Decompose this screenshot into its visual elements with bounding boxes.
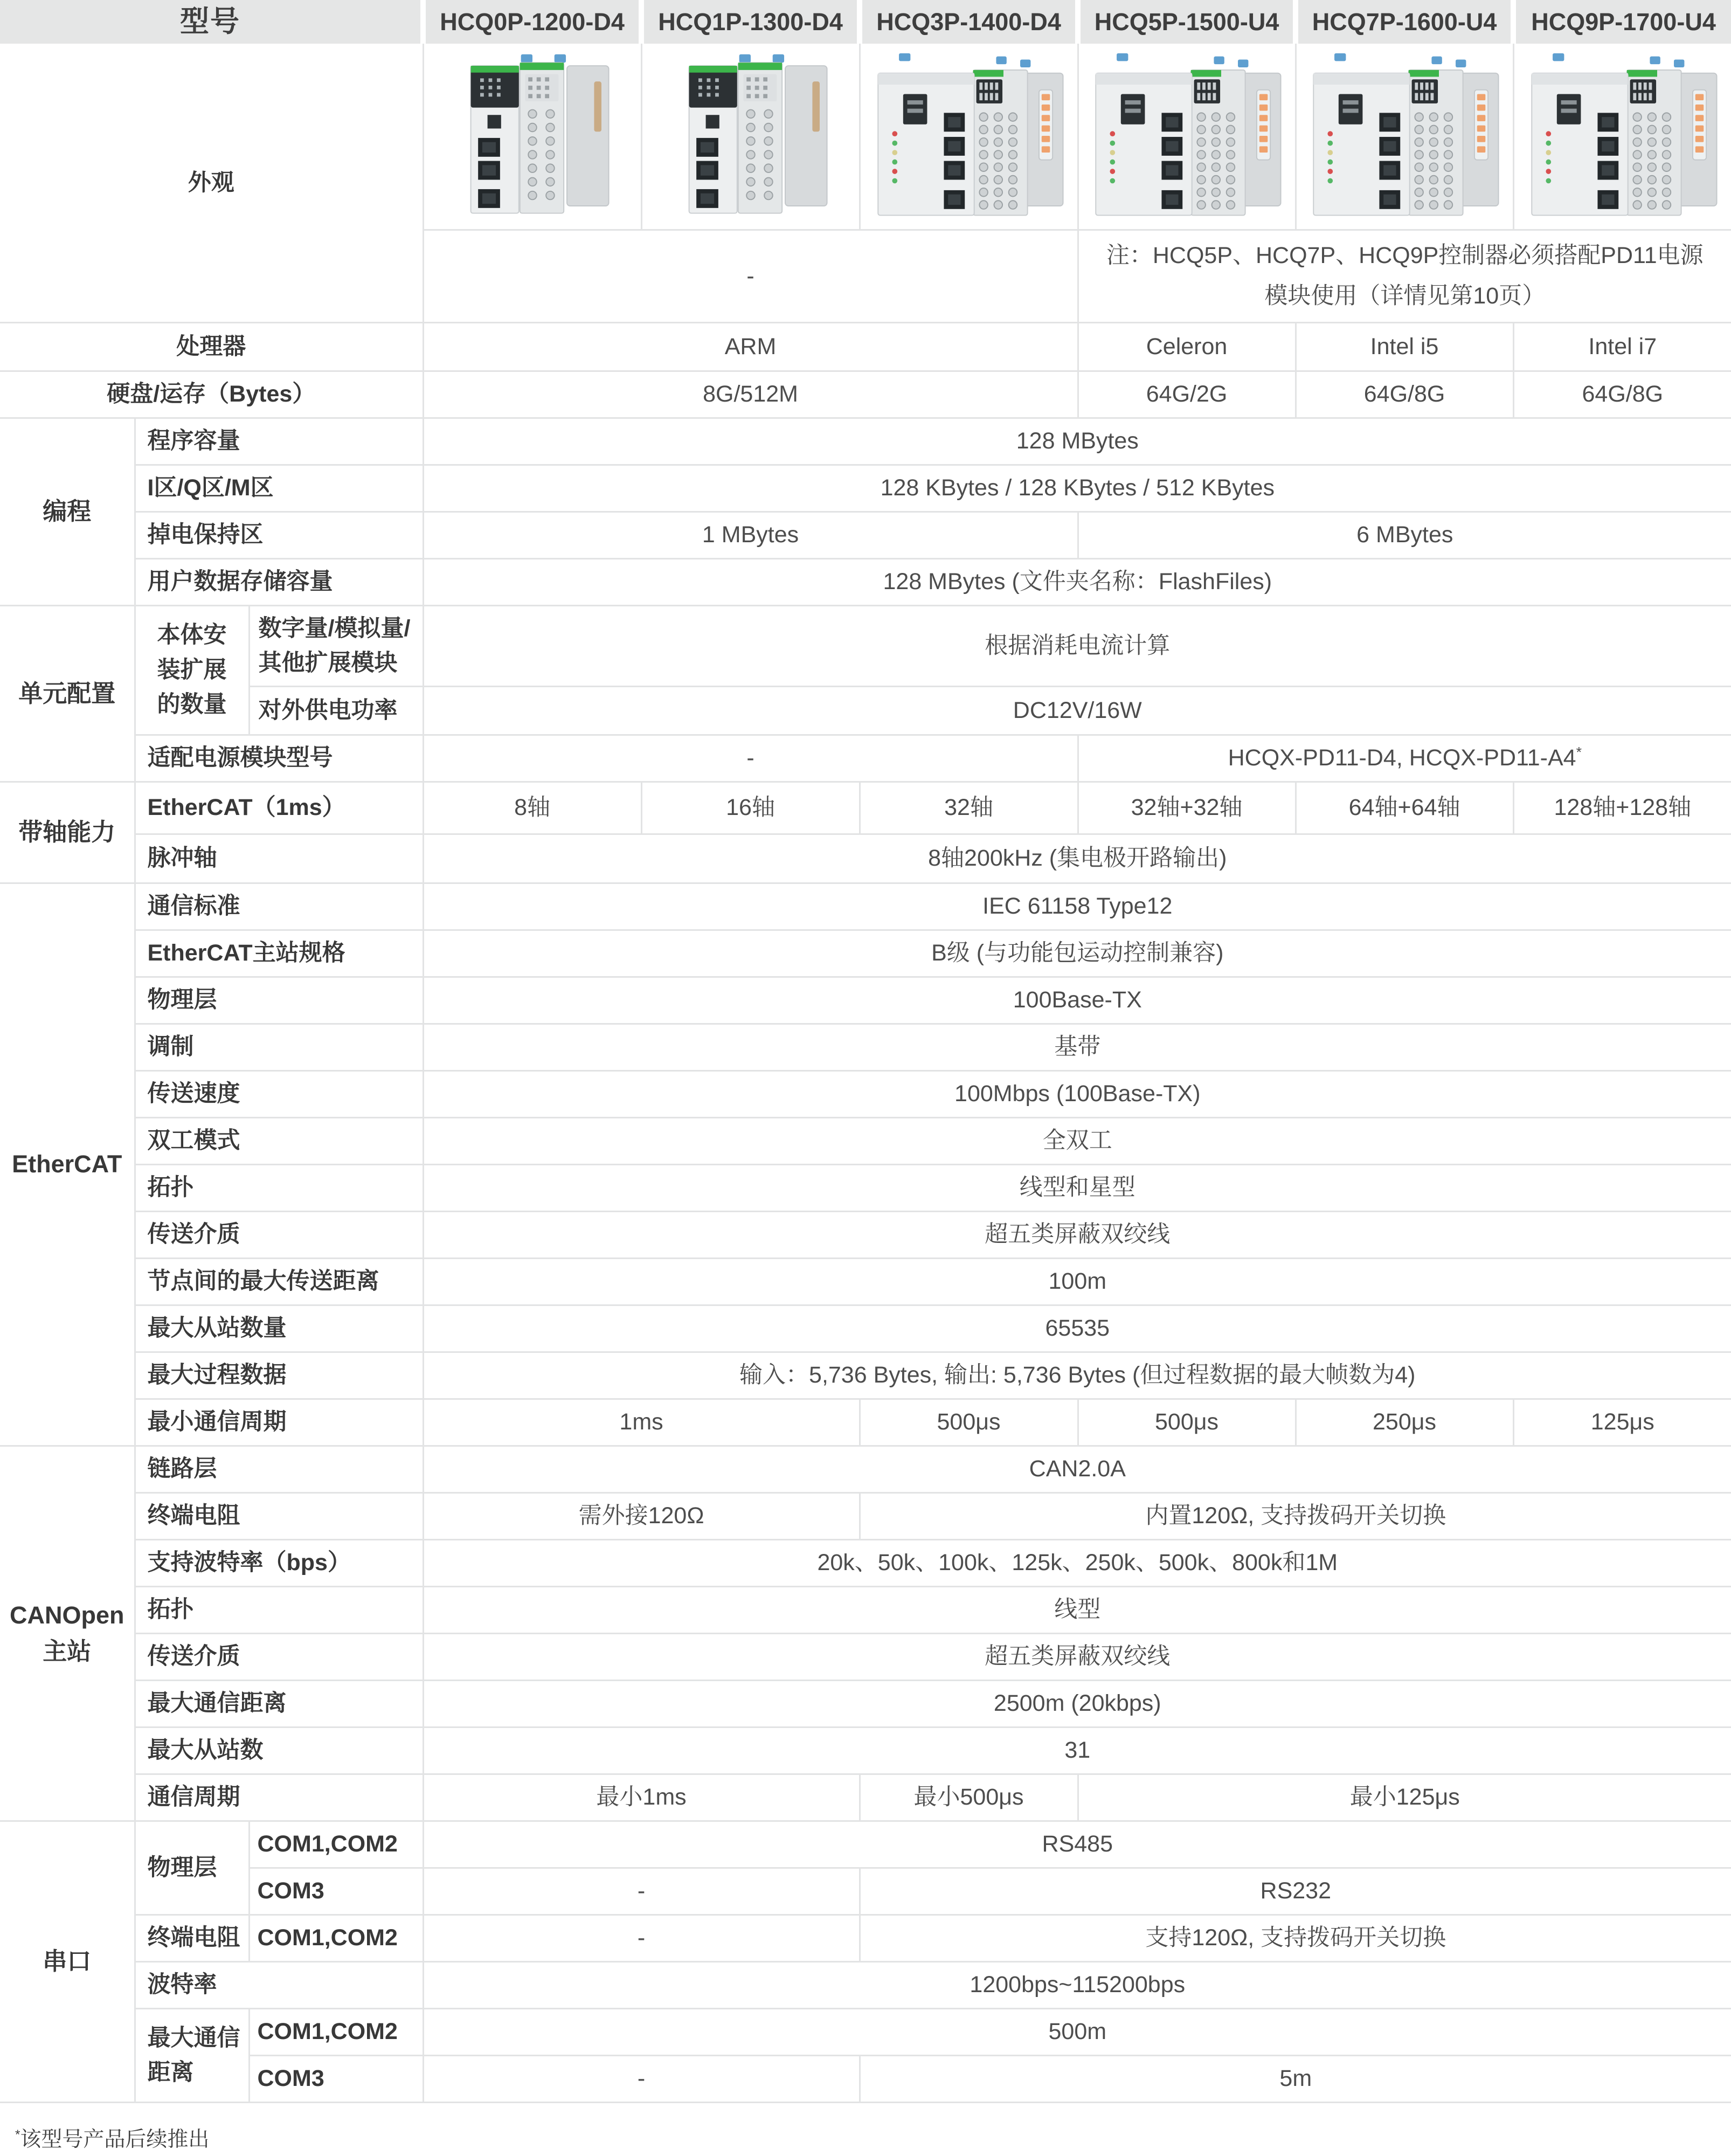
value-duplex-mode: 全双工 <box>423 1117 1731 1164</box>
value-memory-base: 8G/512M <box>423 371 1078 418</box>
value-master-spec: B级 (与功能包运动控制兼容) <box>423 930 1731 977</box>
value-cycle-hcq5p: 500μs <box>1078 1399 1296 1446</box>
value-transfer-speed: 100Mbps (100Base-TX) <box>423 1070 1731 1117</box>
value-axes-hcq7p: 64轴+64轴 <box>1296 782 1513 834</box>
serial-dist-com12-row <box>0 2008 1731 2055</box>
column-header-hcq0p: HCQ0P-1200-D4 <box>423 0 641 44</box>
value-node-max-distance: 100m <box>423 1258 1731 1305</box>
label-serial-dist-com12: COM1,COM2 <box>249 2008 423 2055</box>
value-digital-analog-modules: 根据消耗电流计算 <box>423 605 1731 686</box>
serial-phy-com12-row <box>0 1821 1731 1868</box>
psu-footnote-star: * <box>1576 744 1582 761</box>
value-processor-arm: ARM <box>423 322 1078 371</box>
value-serial-dist-500m: 500m <box>423 2008 1731 2055</box>
footnote-text: 该型号产品后续推出 <box>20 2127 210 2151</box>
prog-capacity-row <box>0 418 1731 465</box>
value-iqm-area: 128 KBytes / 128 KBytes / 512 KBytes <box>423 465 1731 512</box>
value-retain-d4: 1 MBytes <box>423 512 1078 558</box>
product-image-hcq7p <box>1296 44 1513 230</box>
label-canopen-topology: 拓扑 <box>135 1586 423 1633</box>
value-axes-hcq5p: 32轴+32轴 <box>1078 782 1296 834</box>
value-serial-dist-dash: - <box>423 2055 860 2102</box>
label-max-slaves: 最大从站数量 <box>135 1305 423 1352</box>
appearance-row <box>0 44 1731 230</box>
label-program-capacity: 程序容量 <box>135 418 423 465</box>
value-canopen-media: 超五类屏蔽双绞线 <box>423 1633 1731 1680</box>
value-terminator-builtin: 内置120Ω, 支持拨码开关切换 <box>860 1492 1731 1539</box>
appearance-note: 注：HCQ5P、HCQ7P、HCQ9P控制器必须搭配PD11电源模块使用（详情见第10页） <box>1078 230 1731 322</box>
processor-row <box>0 322 1731 371</box>
value-serial-rs232: RS232 <box>860 1868 1731 1915</box>
product-image-hcq9p <box>1513 44 1731 230</box>
ecat-row-10 <box>0 1352 1731 1399</box>
label-appearance: 外观 <box>0 44 423 322</box>
serial-term-row <box>0 1915 1731 1961</box>
ecat-row-6 <box>0 1164 1731 1211</box>
ecat-row-7 <box>0 1211 1731 1258</box>
unit-psu-row <box>0 735 1731 782</box>
ecat-row-5 <box>0 1117 1731 1164</box>
value-canopen-max-slaves: 31 <box>423 1727 1731 1774</box>
value-memory-hcq9p: 64G/8G <box>1513 371 1731 418</box>
ecat-row-4 <box>0 1070 1731 1117</box>
label-com1-com2: COM1,COM2 <box>249 1821 423 1868</box>
label-ecat-topology: 拓扑 <box>135 1164 423 1211</box>
value-axes-hcq1p: 16轴 <box>641 782 860 834</box>
value-cycle-hcq0p-hcq1p: 1ms <box>423 1399 860 1446</box>
value-processor-celeron: Celeron <box>1078 322 1296 371</box>
value-external-power: DC12V/16W <box>423 686 1731 735</box>
product-image-hcq0p <box>423 44 641 230</box>
value-axes-hcq3p: 32轴 <box>860 782 1078 834</box>
group-serial-port: 串口 <box>0 1821 135 2102</box>
label-canopen-terminator: 终端电阻 <box>135 1492 423 1539</box>
canopen-baud-row <box>0 1539 1731 1586</box>
value-serial-baud: 1200bps~115200bps <box>423 1961 1731 2008</box>
serial-baud-row <box>0 1961 1731 2008</box>
label-retain-area: 掉电保持区 <box>135 512 423 558</box>
group-programming: 编程 <box>0 418 135 605</box>
value-com3-dash: - <box>423 1868 860 1915</box>
unit-digital-row <box>0 605 1731 686</box>
label-psu-model: 适配电源模块型号 <box>135 735 423 782</box>
column-header-hcq1p: HCQ1P-1300-D4 <box>641 0 860 44</box>
label-iqm-area: I区/Q区/M区 <box>135 465 423 512</box>
label-canopen-media: 传送介质 <box>135 1633 423 1680</box>
label-canopen-max-slaves: 最大从站数 <box>135 1727 423 1774</box>
label-ecat-media: 传送介质 <box>135 1211 423 1258</box>
column-header-hcq7p: HCQ7P-1600-U4 <box>1296 0 1513 44</box>
value-cycle-hcq3p: 500μs <box>860 1399 1078 1446</box>
value-processor-i5: Intel i5 <box>1296 322 1513 371</box>
value-canopen-cycle-125us: 最小125μs <box>1078 1774 1731 1821</box>
product-image-hcq3p <box>860 44 1078 230</box>
value-serial-rs485: RS485 <box>423 1821 1731 1868</box>
label-comm-standard: 通信标准 <box>135 883 423 930</box>
group-canopen-master: CANOpen主站 <box>0 1446 135 1821</box>
group-unit-config: 单元配置 <box>0 605 135 782</box>
group-axis-capacity: 带轴能力 <box>0 782 135 883</box>
ecat-row-1 <box>0 930 1731 977</box>
footnote <box>15 2123 1731 2153</box>
label-max-process-data: 最大过程数据 <box>135 1352 423 1399</box>
value-terminator-external: 需外接120Ω <box>423 1492 860 1539</box>
memory-row <box>0 371 1731 418</box>
label-memory: 硬盘/运存（Bytes） <box>0 371 423 418</box>
label-external-power: 对外供电功率 <box>249 686 423 735</box>
value-canopen-cycle-500us: 最小500μs <box>860 1774 1078 1821</box>
footnote-star: * <box>15 2127 20 2142</box>
label-ecat-physical-layer: 物理层 <box>135 977 423 1024</box>
label-min-comm-cycle: 最小通信周期 <box>135 1399 423 1446</box>
unit-power-row <box>0 686 1731 735</box>
value-link-layer: CAN2.0A <box>423 1446 1731 1492</box>
label-digital-analog-modules: 数字量/模拟量/其他扩展模块 <box>249 605 423 686</box>
value-ecat-media: 超五类屏蔽双绞线 <box>423 1211 1731 1258</box>
value-appearance-dash: - <box>423 230 1078 322</box>
axis-pulse-row <box>0 834 1731 883</box>
value-program-capacity: 128 MBytes <box>423 418 1731 465</box>
value-pulse-axis: 8轴200kHz (集电极开路输出) <box>423 834 1731 883</box>
value-psu-models: HCQX-PD11-D4, HCQX-PD11-A4* <box>1078 735 1731 782</box>
canopen-cycle-row <box>0 1774 1731 1821</box>
column-header-hcq5p: HCQ5P-1500-U4 <box>1078 0 1296 44</box>
canopen-topology-row <box>0 1586 1731 1633</box>
product-image-hcq5p <box>1078 44 1296 230</box>
serial-dist-com3-row <box>0 2055 1731 2102</box>
label-canopen-max-distance: 最大通信距离 <box>135 1680 423 1727</box>
label-mount-expansion: 本体安装扩展的数量 <box>135 605 249 735</box>
value-memory-hcq7p: 64G/8G <box>1296 371 1513 418</box>
value-axes-hcq9p: 128轴+128轴 <box>1513 782 1731 834</box>
canopen-link-row <box>0 1446 1731 1492</box>
label-node-max-distance: 节点间的最大传送距离 <box>135 1258 423 1305</box>
label-serial-max-distance: 最大通信距离 <box>135 2008 249 2102</box>
column-header-hcq3p: HCQ3P-1400-D4 <box>860 0 1078 44</box>
product-image-hcq1p <box>641 44 860 230</box>
label-master-spec: EtherCAT主站规格 <box>135 930 423 977</box>
value-serial-dist-5m: 5m <box>860 2055 1731 2102</box>
value-psu-dash: - <box>423 735 1078 782</box>
prog-retain-row <box>0 512 1731 558</box>
label-pulse-axis: 脉冲轴 <box>135 834 423 883</box>
value-baud-rates: 20k、50k、100k、125k、250k、500k、800k和1M <box>423 1539 1731 1586</box>
value-canopen-max-distance: 2500m (20kbps) <box>423 1680 1731 1727</box>
label-ethercat-1ms: EtherCAT（1ms） <box>135 782 423 834</box>
label-baud-rates: 支持波特率（bps） <box>135 1539 423 1586</box>
value-cycle-hcq9p: 125μs <box>1513 1399 1731 1446</box>
label-canopen-cycle: 通信周期 <box>135 1774 423 1821</box>
value-max-slaves: 65535 <box>423 1305 1731 1352</box>
label-serial-baud: 波特率 <box>135 1961 423 2008</box>
label-transfer-speed: 传送速度 <box>135 1070 423 1117</box>
prog-user-row <box>0 558 1731 605</box>
ecat-row-8 <box>0 1258 1731 1305</box>
ecat-row-0 <box>0 883 1731 930</box>
label-processor: 处理器 <box>0 322 423 371</box>
value-canopen-cycle-1ms: 最小1ms <box>423 1774 860 1821</box>
value-serial-term-support: 支持120Ω, 支持拨码开关切换 <box>860 1915 1731 1961</box>
ecat-cycle-row <box>0 1399 1731 1446</box>
value-serial-term-dash: - <box>423 1915 860 1961</box>
ecat-row-2 <box>0 977 1731 1024</box>
value-modulation: 基带 <box>423 1024 1731 1070</box>
ecat-row-3 <box>0 1024 1731 1070</box>
column-header-model: 型号 <box>0 0 423 44</box>
header-row <box>0 0 1731 44</box>
canopen-distance-row <box>0 1680 1731 1727</box>
label-duplex-mode: 双工模式 <box>135 1117 423 1164</box>
value-processor-i7: Intel i7 <box>1513 322 1731 371</box>
value-user-storage: 128 MBytes (文件夹名称：FlashFiles) <box>423 558 1731 605</box>
label-serial-physical-layer: 物理层 <box>135 1821 249 1915</box>
prog-iqm-row <box>0 465 1731 512</box>
canopen-slaves-row <box>0 1727 1731 1774</box>
value-canopen-topology: 线型 <box>423 1586 1731 1633</box>
group-ethercat: EtherCAT <box>0 883 135 1446</box>
label-user-storage: 用户数据存储容量 <box>135 558 423 605</box>
value-axes-hcq0p: 8轴 <box>423 782 641 834</box>
label-modulation: 调制 <box>135 1024 423 1070</box>
label-com3: COM3 <box>249 1868 423 1915</box>
label-serial-term-com12: COM1,COM2 <box>249 1915 423 1961</box>
canopen-media-row <box>0 1633 1731 1680</box>
value-retain-u4: 6 MBytes <box>1078 512 1731 558</box>
value-memory-hcq5p: 64G/2G <box>1078 371 1296 418</box>
axis-ethercat-row <box>0 782 1731 834</box>
serial-phy-com3-row <box>0 1868 1731 1915</box>
column-header-hcq9p: HCQ9P-1700-U4 <box>1513 0 1731 44</box>
label-serial-terminator: 终端电阻 <box>135 1915 249 1961</box>
value-comm-standard: IEC 61158 Type12 <box>423 883 1731 930</box>
value-max-process-data: 输入：5,736 Bytes, 输出: 5,736 Bytes (但过程数据的最大帧数为4) <box>423 1352 1731 1399</box>
value-cycle-hcq7p: 250μs <box>1296 1399 1513 1446</box>
canopen-term-row <box>0 1492 1731 1539</box>
value-ecat-topology: 线型和星型 <box>423 1164 1731 1211</box>
ecat-row-9 <box>0 1305 1731 1352</box>
label-serial-dist-com3: COM3 <box>249 2055 423 2102</box>
label-link-layer: 链路层 <box>135 1446 423 1492</box>
value-ecat-physical-layer: 100Base-TX <box>423 977 1731 1024</box>
